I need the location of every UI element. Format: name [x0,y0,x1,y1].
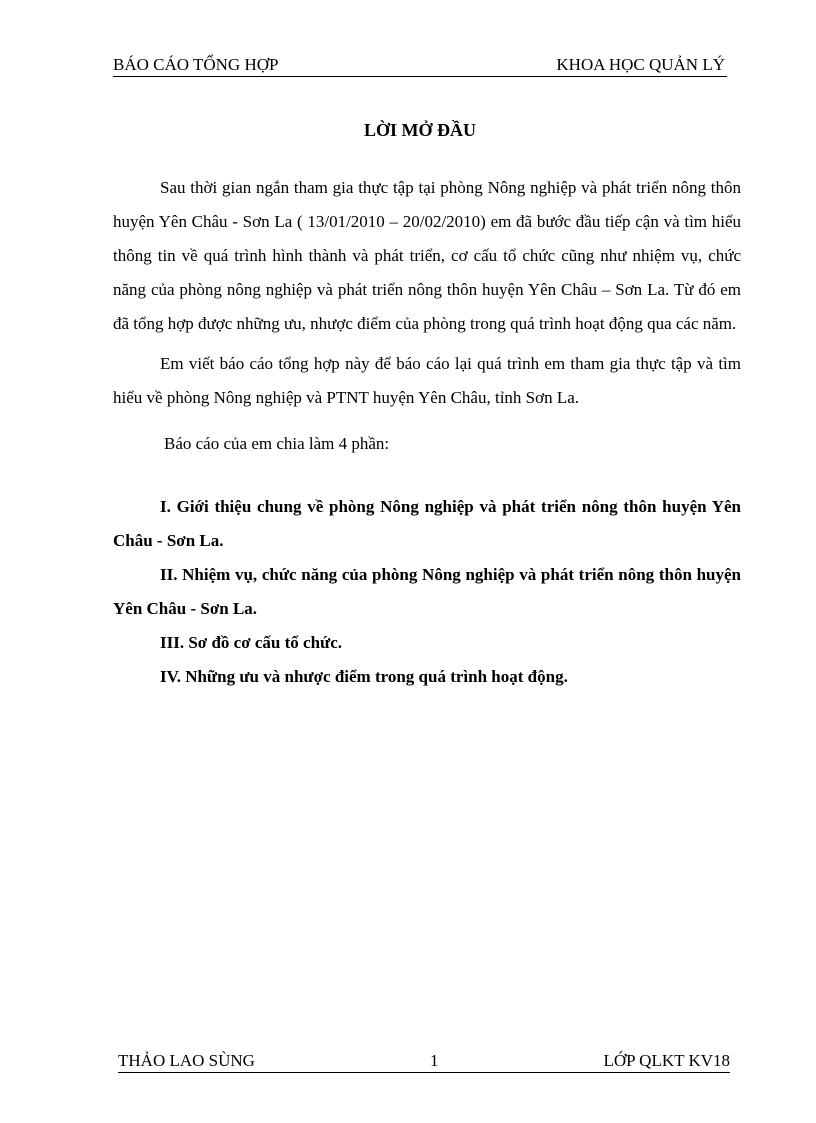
footer-page-number: 1 [430,1051,439,1070]
page-title: LỜI MỞ ĐẦU [364,120,476,140]
section-item-2: II. Nhiệm vụ, chức năng của phòng Nông nghiệp và phát triển nông thôn huyện Yên Châu - Sơn La. [113,565,741,618]
section-item-4: IV. Những ưu và nhược điểm trong quá trình hoạt động. [160,667,568,686]
paragraph-1: Sau thời gian ngắn tham gia thực tập tại phòng Nông nghiệp và phát triển nông thôn huyện Yên Châu - Sơn La ( 13/01/2010 – 20/02/2010) em đã bước đầu tiếp cận và tìm hiểu thông tin về quá trình hình thành và phát triển, cơ cấu tổ chức cũng như nhiệm vụ, chức năng của phòng nông nghiệp và phát triển nông thôn huyện Yên Châu – Sơn La. Từ đó em đã tổng hợp được những ưu, nhược điểm của phòng trong quá trình hoạt động qua các năm. [113,178,741,333]
page-header [113,54,727,77]
section-list [113,490,741,694]
intro-paragraph [113,171,741,341]
footer-class: LỚP QLKT KV18 [603,1051,730,1070]
structure-intro [113,427,741,461]
section-item-3: III. Sơ đồ cơ cấu tổ chức. [160,633,343,652]
purpose-paragraph [113,347,741,415]
paragraph-2: Em viết báo cáo tổng hợp này để báo cáo lại quá trình em tham gia thực tập và tìm hiểu về phòng Nông nghiệp và PTNT huyện Yên Châu, tỉnh Sơn La. [113,354,741,407]
page-footer [118,1050,730,1073]
section-item-1: I. Giới thiệu chung về phòng Nông nghiệp và phát triển nông thôn huyện Yên Châu - Sơn La. [113,497,741,550]
header-right-text: KHOA HỌC QUẢN LÝ [556,55,725,74]
header-left-text: BÁO CÁO TỔNG HỢP [113,55,279,74]
footer-author: THẢO LAO SÙNG [118,1051,255,1070]
paragraph-3: Báo cáo của em chia làm 4 phần: [164,434,390,453]
